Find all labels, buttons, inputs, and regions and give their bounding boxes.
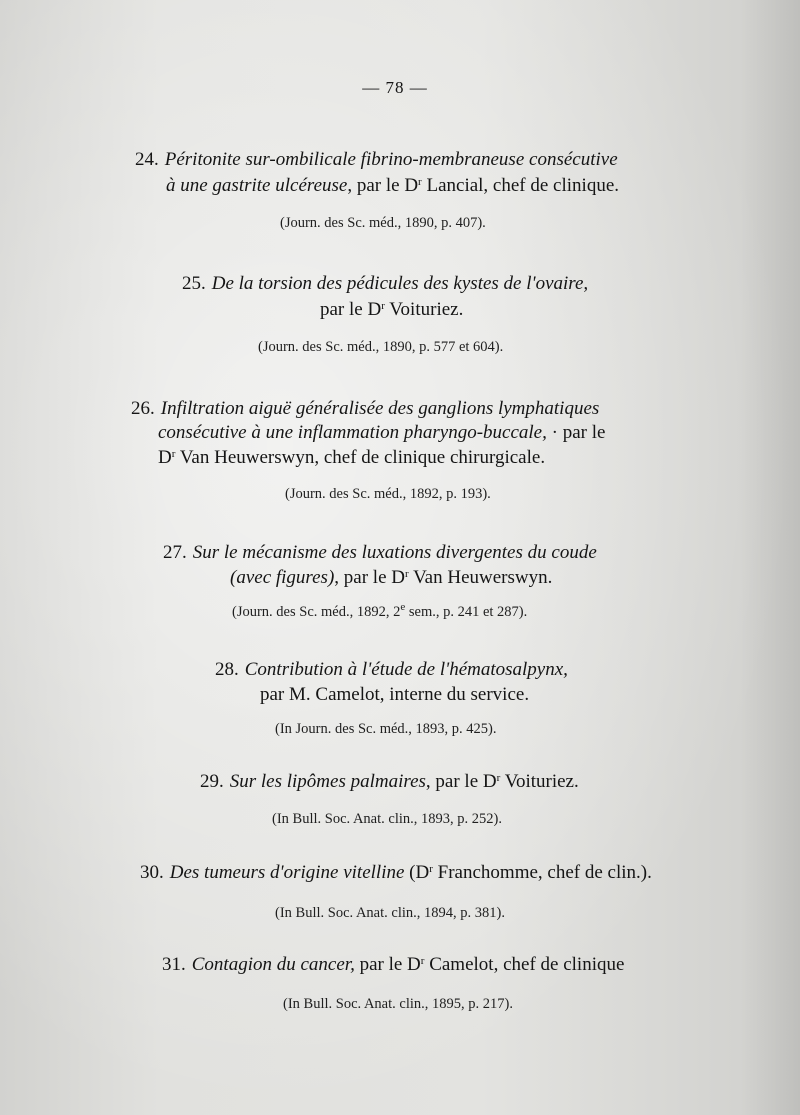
entry-24-reference: (Journ. des Sc. méd., 1890, p. 407).: [280, 215, 486, 231]
entry-reference-sup: e: [400, 601, 406, 613]
entry-number: 25.: [182, 273, 206, 294]
entry-number: 29.: [200, 771, 224, 792]
entry-author-name: Van Heuwerswyn, chef de clinique chirurgicale.: [175, 447, 546, 468]
entry-author-sup: r: [429, 863, 433, 875]
entry-author-sup: r: [420, 955, 425, 967]
entry-author-sup: r: [404, 568, 409, 580]
entry-title-continued: (avec figures): [230, 567, 335, 588]
entry-author: par le D: [320, 299, 382, 320]
entry-title-continued: à une gastrite ulcéreuse: [166, 175, 348, 196]
entry-25-line-1: [182, 272, 588, 296]
entry-title-continued: consécutive à une inflammation pharyngo-buccale,: [158, 422, 547, 443]
entry-title: Sur les lipômes palmaires: [229, 771, 426, 792]
entry-number: 26.: [131, 398, 155, 419]
entry-author-name: Lancial, chef de clinique.: [421, 175, 620, 196]
entry-title: Sur le mécanisme des luxations divergentes du coude: [192, 542, 597, 563]
entry-author-name: Voituriez.: [384, 299, 464, 320]
entry-author: (D: [404, 862, 430, 883]
entry-author-name: Voituriez.: [500, 771, 579, 792]
entry-author-sup: r: [381, 300, 385, 312]
entry-29-line-1: [200, 770, 579, 794]
entry-27-reference: [232, 603, 527, 621]
entry-author: D: [158, 447, 172, 468]
entry-title: Infiltration aiguë généralisée des ganglions lymphatiques: [160, 398, 600, 419]
entry-title: Péritonite sur-ombilicale fibrino-membraneuse consécutive: [164, 149, 618, 170]
entry-author-sup: r: [496, 772, 501, 784]
entry-reference-text: (Journ. des Sc. méd., 1892, 2: [232, 604, 401, 620]
entry-number: 28.: [215, 659, 239, 680]
entry-30-reference: (In Bull. Soc. Anat. clin., 1894, p. 381).: [275, 905, 505, 921]
entry-author-name: Franchomme, chef de clin.).: [432, 862, 652, 883]
entry-26-line-3: [158, 446, 545, 470]
entry-number: 31.: [162, 954, 186, 975]
entry-30-line-1: [140, 861, 652, 885]
entry-author: par le D: [354, 954, 421, 975]
entry-author: , par le D: [334, 567, 405, 588]
entry-author: · par le: [551, 422, 606, 443]
entry-24-line-1: [135, 148, 618, 172]
entry-author-name: Camelot, chef de clinique: [424, 954, 625, 975]
entry-title: Contagion du cancer,: [191, 954, 355, 975]
entry-31-reference: (In Bull. Soc. Anat. clin., 1895, p. 217).: [283, 996, 513, 1012]
entry-26-line-1: [131, 397, 599, 421]
entry-author-name: Van Heuwerswyn.: [408, 567, 553, 588]
entry-author-sup: r: [171, 448, 176, 460]
entry-number: 30.: [140, 862, 164, 883]
entry-27-line-1: [163, 541, 597, 565]
entry-author-sup: r: [418, 176, 422, 188]
entry-author: , par le D: [347, 175, 419, 196]
entry-number: 24.: [135, 149, 159, 170]
entry-26-line-2: [158, 421, 605, 445]
entry-29-reference: (In Bull. Soc. Anat. clin., 1893, p. 252).: [272, 811, 502, 827]
entry-title: Contribution à l'étude de l'hématosalpynx,: [244, 659, 568, 680]
entry-title: Des tumeurs d'origine vitelline: [169, 862, 405, 883]
entry-reference-text-end: sem., p. 241 et 287).: [405, 604, 528, 620]
entry-28-reference: (In Journ. des Sc. méd., 1893, p. 425).: [275, 721, 497, 737]
entry-28-line-2: par M. Camelot, interne du service.: [260, 684, 530, 705]
entry-31-line-1: [162, 953, 624, 977]
entry-number: 27.: [163, 542, 187, 563]
entry-author: , par le D: [425, 771, 497, 792]
entry-26-reference: (Journ. des Sc. méd., 1892, p. 193).: [285, 486, 491, 502]
entry-24-line-2: [166, 174, 619, 198]
entry-28-line-1: [215, 658, 568, 682]
entry-title: De la torsion des pédicules des kystes de l'ovaire,: [211, 273, 589, 294]
entry-25-line-2: [320, 298, 463, 322]
entry-27-line-2: [230, 566, 552, 590]
page-number: — 78 —: [362, 78, 428, 97]
entry-25-reference: (Journ. des Sc. méd., 1890, p. 577 et 604).: [258, 339, 504, 355]
